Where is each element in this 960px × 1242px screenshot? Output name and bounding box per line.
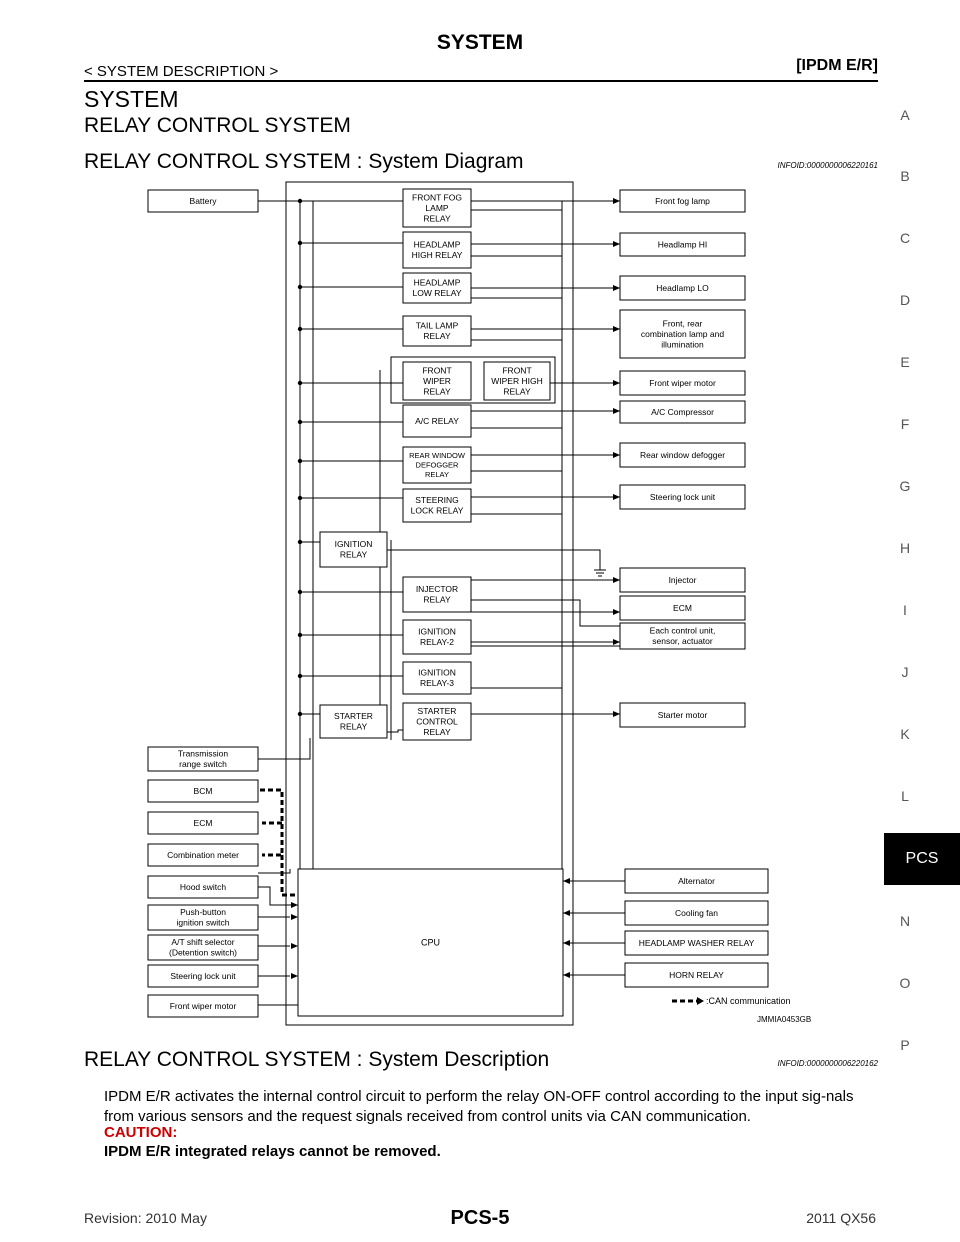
input-push-button-switch-label: ignition switch: [176, 917, 230, 928]
junction-dot: [298, 496, 302, 500]
wire: [387, 730, 403, 732]
relay-starter-control-label: STARTER: [417, 705, 457, 716]
sidebar-letter[interactable]: H: [899, 540, 911, 556]
junction-dot: [298, 241, 302, 245]
arrow-head: [291, 902, 298, 908]
output-injector-label: Injector: [668, 574, 697, 585]
relay-front-fog-label: RELAY: [423, 213, 451, 224]
relay-ignition-label: IGNITION: [334, 539, 373, 550]
footer-model: 2011 QX56: [806, 1210, 876, 1226]
input-front-wiper-motor-label: Front wiper motor: [169, 1000, 237, 1011]
section-title: RELAY CONTROL SYSTEM: [84, 114, 351, 137]
relay-ignition-2-label: IGNITION: [418, 626, 456, 637]
relay-starter-label: RELAY: [339, 721, 368, 732]
cpu-block-label: CPU: [420, 937, 441, 948]
relay-starter-label: STARTER: [334, 711, 373, 722]
output-steering-lock-unit-label: Steering lock unit: [649, 491, 716, 502]
arrow-head: [613, 494, 620, 500]
relay-injector-label: INJECTOR: [415, 584, 459, 595]
input-at-shift-selector-label: (Detention switch): [168, 947, 238, 958]
output-each-control-unit-label: Each control unit,: [649, 625, 716, 636]
output-rear-window-defogger-label: Rear window defogger: [639, 449, 726, 460]
input-push-button-switch-label: Push-button: [180, 907, 226, 918]
sidebar-letter[interactable]: L: [901, 788, 909, 804]
sidebar-letter[interactable]: I: [903, 602, 907, 618]
arrow-head: [613, 639, 620, 645]
relay-ignition-3-label: IGNITION: [418, 667, 456, 678]
junction-dot: [298, 381, 302, 385]
diagram-code: JMMIA0453GB: [757, 1015, 812, 1024]
junction-dot: [298, 712, 302, 716]
output-ac-compressor-label: A/C Compressor: [651, 406, 714, 417]
relay-tail-lamp-label: RELAY: [423, 331, 451, 342]
arrow-head: [291, 914, 298, 920]
description-text: IPDM E/R activates the internal control circuit to perform the relay ON-OFF control according to the input sig-nals from various sensors and the request signals received from control units via CAN communication.: [104, 1088, 854, 1125]
sidebar-letter[interactable]: O: [899, 975, 911, 991]
diagram-title: RELAY CONTROL SYSTEM : System Diagram: [84, 150, 524, 173]
arrow-head: [613, 198, 620, 204]
output-headlamp-washer-relay-label: HEADLAMP WASHER RELAY: [638, 937, 755, 948]
arrow-head: [613, 380, 620, 386]
description-infoid: INFOID:0000000006220162: [777, 1059, 878, 1068]
arrow-head: [563, 878, 570, 884]
relay-rear-defogger-label: REAR WINDOW: [409, 451, 465, 461]
output-starter-motor-label: Starter motor: [657, 709, 708, 720]
page-header-title: SYSTEM: [436, 31, 524, 54]
arrow-head: [613, 326, 620, 332]
section-label: [IPDM E/R]: [796, 57, 878, 74]
arrow-head: [563, 972, 570, 978]
relay-front-wiper-label: WIPER: [423, 375, 451, 386]
relay-headlamp-low-label: LOW RELAY: [412, 288, 462, 299]
sidebar-letter[interactable]: F: [900, 416, 910, 432]
output-headlamp-lo-label: Headlamp LO: [656, 282, 709, 293]
output-ecm-label: ECM: [673, 602, 692, 613]
relay-rear-defogger-label: RELAY: [424, 470, 450, 480]
breadcrumb: < SYSTEM DESCRIPTION >: [84, 63, 279, 80]
output-combination-lamp-label: illumination: [661, 339, 704, 350]
relay-ac-label: A/C RELAY: [415, 415, 459, 426]
relay-front-wiper-high-label: WIPER HIGH: [491, 375, 543, 386]
input-transmission-range-switch-label: range switch: [179, 759, 227, 770]
junction-dot: [298, 540, 302, 544]
input-steering-lock-unit-label: Steering lock unit: [170, 970, 236, 981]
junction-dot: [298, 420, 302, 424]
relay-front-wiper-high-label: FRONT: [502, 365, 532, 376]
ground-symbol: [594, 570, 606, 576]
output-headlamp-hi-label: Headlamp HI: [657, 239, 708, 250]
sidebar-letter[interactable]: B: [900, 168, 910, 184]
arrow-head: [613, 408, 620, 414]
junction-dot: [298, 590, 302, 594]
relay-steering-lock-label: STEERING: [415, 495, 459, 506]
caution-label: CAUTION:: [104, 1124, 178, 1141]
output-front-fog-lamp-label: Front fog lamp: [655, 195, 710, 206]
relay-rear-defogger-label: DEFOGGER: [415, 460, 459, 470]
junction-dot: [298, 459, 302, 463]
legend-arrow: [697, 997, 704, 1005]
sidebar-letter[interactable]: J: [901, 664, 909, 680]
sidebar-tab-active[interactable]: PCS: [884, 833, 960, 885]
arrow-head: [613, 577, 620, 583]
caution-text: IPDM E/R integrated relays cannot be removed.: [104, 1143, 441, 1160]
wire: [258, 738, 310, 759]
junction-dot: [298, 327, 302, 331]
legend-label: :CAN communication: [706, 996, 791, 1006]
junction-dot: [298, 199, 302, 203]
relay-starter-control-label: CONTROL: [416, 716, 458, 727]
relay-tail-lamp-label: TAIL LAMP: [415, 320, 459, 331]
wire: [387, 550, 600, 570]
input-at-shift-selector-label: A/T shift selector: [171, 937, 235, 948]
arrow-head: [613, 241, 620, 247]
relay-headlamp-low-label: HEADLAMP: [413, 277, 461, 288]
arrow-head: [291, 943, 298, 949]
junction-dot: [298, 285, 302, 289]
arrow-head: [613, 711, 620, 717]
relay-front-wiper-high-label: RELAY: [503, 386, 531, 397]
sidebar-letter[interactable]: N: [899, 913, 911, 929]
relay-injector-label: RELAY: [423, 594, 451, 605]
relay-headlamp-high-label: HIGH RELAY: [411, 250, 463, 261]
junction-dot: [298, 674, 302, 678]
relay-front-wiper-label: FRONT: [422, 365, 452, 376]
footer-revision: Revision: 2010 May: [84, 1210, 207, 1226]
output-each-control-unit-label: sensor, actuator: [652, 636, 713, 647]
arrow-head: [563, 910, 570, 916]
wire: [258, 869, 290, 873]
relay-starter-control-label: RELAY: [423, 726, 451, 737]
wire: [471, 600, 620, 626]
output-alternator-label: Alternator: [678, 875, 715, 886]
sidebar-letter[interactable]: A: [900, 107, 910, 123]
input-transmission-range-switch-label: Transmission: [177, 748, 229, 759]
input-battery-label: Battery: [189, 195, 217, 206]
relay-steering-lock-label: LOCK RELAY: [410, 505, 464, 516]
output-front-wiper-motor-label: Front wiper motor: [649, 377, 716, 388]
output-combination-lamp-label: Front, rear: [662, 318, 703, 329]
junction-dot: [298, 633, 302, 637]
relay-ignition-3-label: RELAY-3: [419, 678, 455, 689]
sidebar-letter[interactable]: G: [899, 478, 911, 494]
page-title: SYSTEM: [84, 86, 179, 112]
relay-ignition-2-label: RELAY-2: [419, 637, 455, 648]
relay-headlamp-high-label: HEADLAMP: [413, 239, 461, 250]
input-ecm-label: ECM: [193, 817, 213, 828]
sidebar-letter[interactable]: E: [900, 354, 910, 370]
input-hood-switch-label: Hood switch: [179, 881, 227, 892]
arrow-head: [613, 285, 620, 291]
output-combination-lamp-label: combination lamp and: [640, 328, 725, 339]
output-cooling-fan-label: Cooling fan: [674, 907, 719, 918]
sidebar-letter[interactable]: D: [899, 292, 911, 308]
input-bcm-label: BCM: [193, 785, 213, 796]
description-title: RELAY CONTROL SYSTEM : System Description: [84, 1048, 550, 1071]
relay-front-fog-label: FRONT FOG: [412, 192, 462, 203]
output-horn-relay-label: HORN RELAY: [669, 969, 724, 980]
sidebar-letter[interactable]: K: [900, 726, 910, 742]
diagram-infoid: INFOID:0000000006220161: [777, 161, 878, 170]
arrow-head: [613, 609, 620, 615]
sidebar-letter[interactable]: P: [900, 1037, 910, 1053]
input-combination-meter-label: Combination meter: [167, 849, 239, 860]
sidebar-letter[interactable]: C: [899, 230, 911, 246]
arrow-head: [563, 940, 570, 946]
relay-front-fog-label: LAMP: [425, 202, 449, 213]
can-bus-line: [282, 855, 298, 895]
footer-page-number: PCS-5: [450, 1207, 510, 1229]
arrow-head: [291, 973, 298, 979]
relay-front-wiper-label: RELAY: [423, 386, 451, 397]
relay-ignition-label: RELAY: [339, 549, 368, 560]
arrow-head: [613, 452, 620, 458]
